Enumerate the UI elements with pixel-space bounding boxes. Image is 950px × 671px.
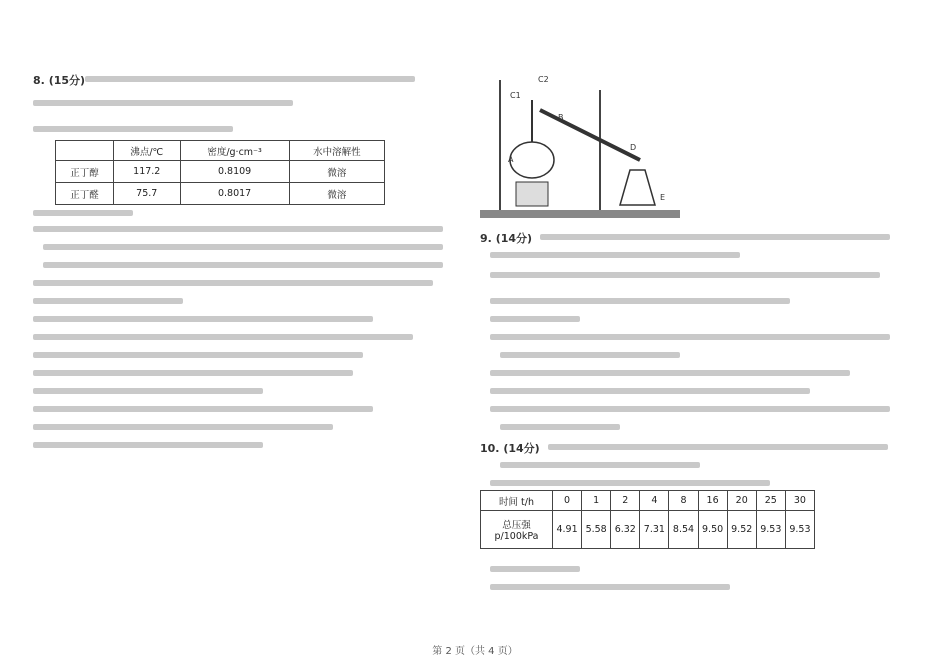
- text-line: [540, 234, 890, 240]
- text-line: [43, 244, 443, 250]
- table-cell: 5.58: [582, 511, 611, 549]
- page-footer: 第 2 页（共 4 页）: [432, 646, 518, 657]
- table-cell: 20: [727, 491, 756, 511]
- right-column: [480, 0, 910, 640]
- text-line: [33, 406, 373, 412]
- apparatus-label-e: E: [660, 193, 666, 202]
- table-cell: 8: [669, 491, 698, 511]
- table-cell: 117.2: [113, 161, 180, 183]
- table-header-cell: 时间 t/h: [481, 491, 553, 511]
- table-cell: 正丁醇: [56, 161, 114, 183]
- table-cell: 16: [698, 491, 727, 511]
- table-header-row: [56, 141, 385, 161]
- q9-score: (14分): [495, 232, 533, 245]
- table-cell: 30: [785, 491, 814, 511]
- q8-score: (15分): [48, 74, 86, 87]
- text-line: [33, 298, 183, 304]
- text-line: [490, 480, 770, 486]
- table-cell: 微溶: [289, 161, 384, 183]
- text-line: [33, 316, 373, 322]
- text-line: [33, 334, 413, 340]
- table-cell: 9.53: [785, 511, 814, 549]
- table-cell: 0.8017: [180, 183, 289, 205]
- apparatus-label-b: B: [558, 113, 564, 122]
- table-cell: 4.91: [553, 511, 582, 549]
- apparatus-label-c1: C1: [510, 91, 521, 100]
- text-line: [490, 252, 740, 258]
- table-row: [481, 511, 815, 549]
- table-header-cell: 水中溶解性: [289, 141, 384, 161]
- table-cell: 0.8109: [180, 161, 289, 183]
- text-line: [490, 406, 890, 412]
- text-line: [33, 100, 293, 106]
- apparatus-label-a: A: [508, 155, 514, 164]
- apparatus-label-d: D: [630, 143, 637, 152]
- table-cell: 0: [553, 491, 582, 511]
- table-cell: 1: [582, 491, 611, 511]
- text-line: [500, 424, 620, 430]
- text-line: [490, 584, 730, 590]
- text-line: [33, 370, 353, 376]
- q8-header: [33, 72, 85, 88]
- text-line: [500, 352, 680, 358]
- table-row: [56, 183, 385, 205]
- table-header-cell: 总压强 p/100kPa: [481, 511, 553, 549]
- table-cell: 7.31: [640, 511, 669, 549]
- table-cell: 8.54: [669, 511, 698, 549]
- text-line: [500, 462, 700, 468]
- q10-pressure-table: [480, 490, 815, 549]
- q9-header: [480, 230, 532, 246]
- text-line: [490, 298, 790, 304]
- text-line: [33, 226, 443, 232]
- flowchart-line: [490, 272, 880, 278]
- q10-score: (14分): [503, 442, 540, 455]
- left-column: [25, 0, 455, 640]
- q8-number: 8.: [33, 74, 45, 87]
- table-header-cell: 密度/g·cm⁻³: [180, 141, 289, 161]
- text-line: [33, 280, 433, 286]
- text-line: [33, 442, 263, 448]
- table-cell: 9.50: [698, 511, 727, 549]
- text-line: [548, 444, 888, 450]
- table-cell: 正丁醛: [56, 183, 114, 205]
- table-cell: 9.52: [727, 511, 756, 549]
- table-cell: 25: [756, 491, 785, 511]
- table-cell: 6.32: [611, 511, 640, 549]
- text-line: [33, 388, 263, 394]
- text-line: [490, 566, 580, 572]
- table-cell: 4: [640, 491, 669, 511]
- text-line: [490, 388, 810, 394]
- table-cell: 2: [611, 491, 640, 511]
- q10-number: 10.: [480, 442, 500, 455]
- text-line: [33, 126, 233, 132]
- apparatus-label-c2: C2: [538, 75, 549, 84]
- distillation-apparatus-diagram: [480, 70, 700, 220]
- table-header-cell: [56, 141, 114, 161]
- table-row: [481, 491, 815, 511]
- q8-property-table: [55, 140, 385, 205]
- q10-header: [480, 440, 540, 456]
- text-line: [85, 76, 415, 82]
- table-row: [56, 161, 385, 183]
- table-cell: 75.7: [113, 183, 180, 205]
- text-line: [490, 316, 580, 322]
- text-line: [490, 334, 890, 340]
- text-line: [33, 424, 333, 430]
- table-header-cell: 沸点/℃: [113, 141, 180, 161]
- q9-number: 9.: [480, 232, 492, 245]
- text-line: [490, 370, 850, 376]
- table-cell: 9.53: [756, 511, 785, 549]
- text-line: [33, 210, 133, 216]
- text-line: [33, 352, 363, 358]
- text-line: [43, 262, 443, 268]
- table-cell: 微溶: [289, 183, 384, 205]
